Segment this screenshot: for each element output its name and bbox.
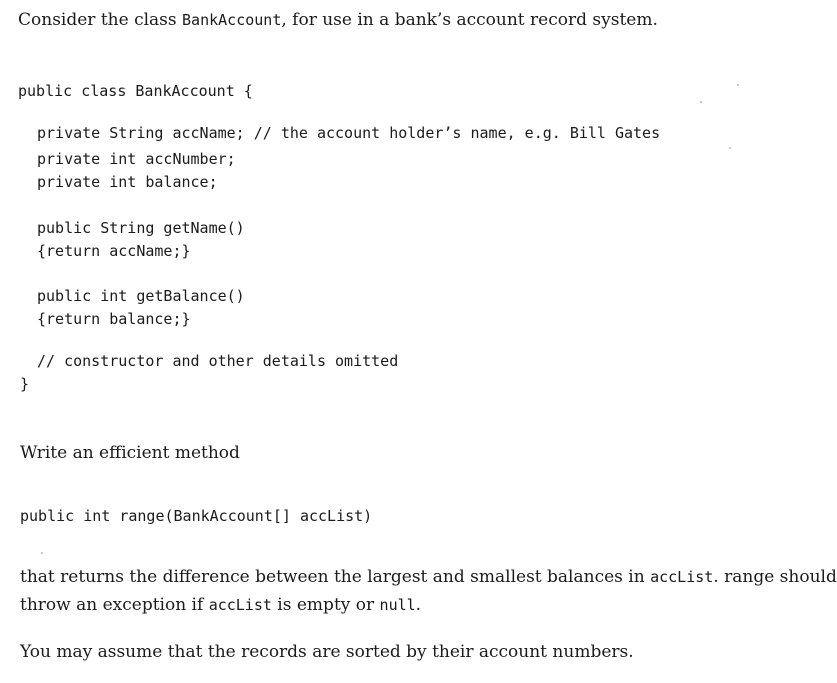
task-prompt: Write an efficient method: [20, 443, 240, 463]
assumption-note: You may assume that the records are sorted by their account numbers.: [20, 642, 634, 662]
null-code: null: [379, 596, 416, 614]
get-balance-body: {return balance;}: [37, 310, 191, 328]
scan-speck: [41, 552, 43, 554]
acclist-code: accList: [208, 596, 272, 614]
omitted-comment: // constructor and other details omitted: [37, 352, 399, 370]
field-balance: private int balance;: [37, 173, 218, 191]
class-closing-brace: }: [20, 375, 30, 393]
scan-speck: [700, 101, 702, 103]
scan-speck: [737, 84, 739, 86]
field-acc-name: private String accName; // the account holder’s name, e.g. Bill Gates: [37, 124, 661, 142]
acclist-code: accList: [650, 568, 714, 586]
get-balance-signature: public int getBalance(): [37, 287, 245, 305]
requirements-line-1: that returns the difference between the largest and smallest balances in accList. range should: [20, 567, 837, 587]
get-name-body: {return accName;}: [37, 242, 191, 260]
intro-class-name: BankAccount: [182, 11, 282, 29]
requirements-line-2: throw an exception if accList is empty or null.: [20, 595, 422, 615]
class-header: public class BankAccount {: [18, 82, 253, 100]
scan-speck: [729, 147, 731, 149]
intro-paragraph: [18, 8, 658, 32]
intro-after: , for use in a bank’s account record system.: [281, 10, 658, 30]
method-signature: public int range(BankAccount[] accList): [20, 507, 373, 525]
get-name-signature: public String getName(): [37, 219, 245, 237]
intro-before: Consider the class: [18, 10, 183, 30]
field-acc-number: private int accNumber;: [37, 150, 236, 168]
